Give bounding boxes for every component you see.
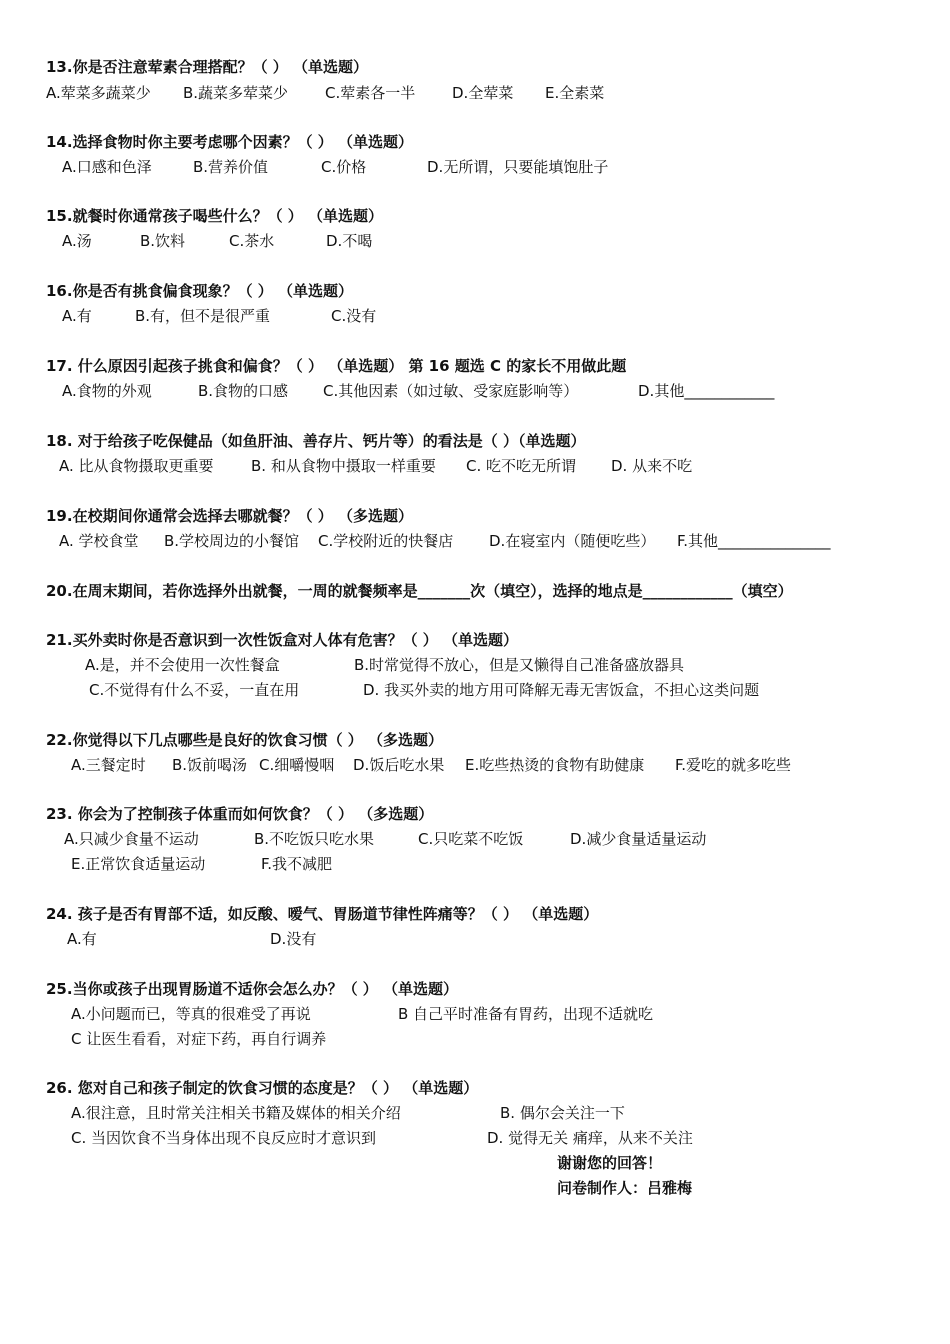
question-24-title: 24. 孩子是否有胃部不适，如反酸、嗳气、胃肠道节律性阵痛等？（ ） （单选题） [46,905,599,923]
question-24-option: D.没有 [270,930,317,948]
question-15-option: A.汤 [62,232,92,250]
question-17-option: A.食物的外观 [62,382,152,400]
question-22-option: E.吃些热烫的食物有助健康 [465,756,645,774]
question-22-option: F.爱吃的就多吃些 [675,756,791,774]
question-26-title: 26. 您对自己和孩子制定的饮食习惯的态度是？（ ） （单选题） [46,1079,479,1097]
question-17-option: B.食物的口感 [198,382,289,400]
question-18-title: 18. 对于给孩子吃保健品（如鱼肝油、善存片、钙片等）的看法是（ ）（单选题） [46,432,586,450]
question-17-option: C.其他因素（如过敏、受家庭影响等） [323,382,579,400]
question-22-title: 22.你觉得以下几点哪些是良好的饮食习惯（ ） （多选题） [46,731,444,749]
question-15-option: D.不喝 [326,232,373,250]
question-26-option: C. 当因饮食不当身体出现不良反应时才意识到 [71,1129,377,1147]
question-19-title: 19.在校期间你通常会选择去哪就餐？（ ） （多选题） [46,507,414,525]
question-14-option: C.价格 [321,158,367,176]
question-13-option: B.蔬菜多荤菜少 [183,84,289,102]
question-15-title: 15.就餐时你通常孩子喝些什么？（ ） （单选题） [46,207,384,225]
question-22-option: C.细嚼慢咽 [259,756,335,774]
question-22-option: B.饭前喝汤 [172,756,248,774]
question-18-option: B. 和从食物中摄取一样重要 [251,457,436,475]
question-18-option: D. 从来不吃 [611,457,693,475]
question-17-option: D.其他____________ [638,382,775,400]
question-25-option: C 让医生看看，对症下药，再自行调养 [71,1030,327,1048]
question-15-option: C.茶水 [229,232,275,250]
question-17-title: 17. 什么原因引起孩子挑食和偏食？（ ） （单选题） 第 16 题选 C 的家长不用做此题 [46,357,627,375]
question-23-option: A.只减少食量不运动 [64,830,199,848]
question-13-option: E.全素菜 [545,84,605,102]
question-13-option: C.荤素各一半 [325,84,416,102]
question-14-option: A.口感和色泽 [62,158,152,176]
question-21-option: C.不觉得有什么不妥，一直在用 [89,681,300,699]
question-23-option: C.只吃菜不吃饭 [418,830,524,848]
question-13-option: A.荤菜多蔬菜少 [46,84,151,102]
thanks-text: 谢谢您的回答！ [557,1154,663,1172]
question-23-option: B.不吃饭只吃水果 [254,830,375,848]
question-24-option: A.有 [67,930,97,948]
question-19-option: D.在寝室内（随便吃些） [489,532,656,550]
question-19-option: C.学校附近的快餐店 [318,532,454,550]
question-21-option: D. 我买外卖的地方用可降解无毒无害饭盒，不担心这类问题 [363,681,760,699]
question-25-title: 25.当你或孩子出现胃肠道不适你会怎么办？（ ） （单选题） [46,980,459,998]
question-22-option: A.三餐定时 [71,756,146,774]
question-26-option: D. 觉得无关 痛痒，从来不关注 [487,1129,693,1147]
question-21-option: B.时常觉得不放心，但是又懒得自己准备盛放器具 [354,656,685,674]
question-19-option: F.其他_______________ [677,532,831,550]
author-text: 问卷制作人：吕雅梅 [557,1179,693,1197]
question-18-option: A. 比从食物摄取更重要 [59,457,214,475]
question-23-title: 23. 你会为了控制孩子体重而如何饮食？（ ） （多选题） [46,805,434,823]
question-15-option: B.饮料 [140,232,186,250]
question-25-option: B 自己平时准备有胃药，出现不适就吃 [398,1005,654,1023]
question-20-title: 20.在周末期间，若你选择外出就餐，一周的就餐频率是_______次（填空），选择的地点是____________（填空） [46,582,793,600]
question-26-option: B. 偶尔会关注一下 [500,1104,625,1122]
question-23-option: E.正常饮食适量运动 [71,855,206,873]
question-21-title: 21.买外卖时你是否意识到一次性饭盒对人体有危害？（ ） （单选题） [46,631,519,649]
question-16-option: A.有 [62,307,92,325]
question-14-option: D.无所谓，只要能填饱肚子 [427,158,609,176]
question-18-option: C. 吃不吃无所谓 [466,457,577,475]
question-14-title: 14.选择食物时你主要考虑哪个因素？（ ） （单选题） [46,133,414,151]
question-23-option: F.我不减肥 [261,855,332,873]
question-26-option: A.很注意，且时常关注相关书籍及媒体的相关介绍 [71,1104,401,1122]
question-14-option: B.营养价值 [193,158,269,176]
question-16-option: B.有，但不是很严重 [135,307,271,325]
question-25-option: A.小问题而已，等真的很难受了再说 [71,1005,311,1023]
question-16-option: C.没有 [331,307,377,325]
question-13-option: D.全荤菜 [452,84,514,102]
question-19-option: B.学校周边的小餐馆 [164,532,300,550]
question-13-title: 13.你是否注意荤素合理搭配？（ ） （单选题） [46,58,369,76]
question-22-option: D.饭后吃水果 [353,756,445,774]
question-23-option: D.减少食量适量运动 [570,830,707,848]
question-19-option: A. 学校食堂 [59,532,139,550]
question-16-title: 16.你是否有挑食偏食现象？（ ） （单选题） [46,282,354,300]
question-21-option: A.是，并不会使用一次性餐盒 [85,656,280,674]
